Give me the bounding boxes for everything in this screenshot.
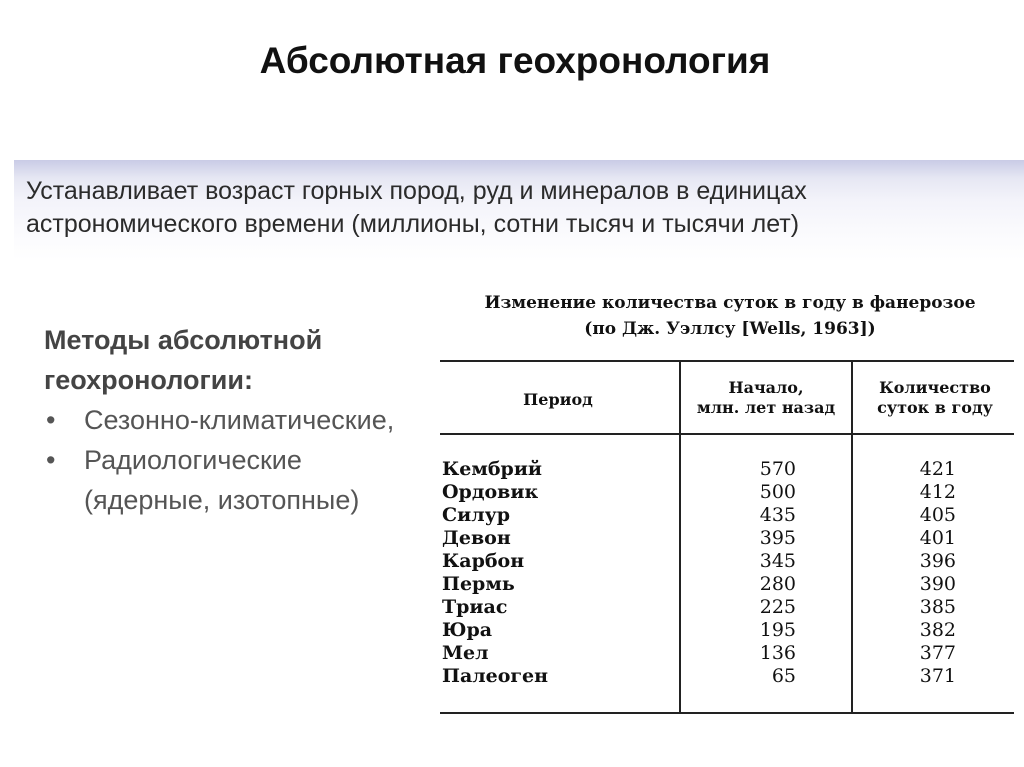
cell-start: 195 (759, 619, 796, 641)
cell-days: 377 (919, 642, 956, 664)
table-rule-header (440, 433, 1014, 435)
method-item-seasonal (44, 400, 434, 440)
cell-period: Пермь (442, 573, 515, 595)
cell-days: 371 (919, 665, 956, 687)
header-days (854, 378, 1016, 418)
cell-period: Силур (442, 504, 511, 526)
table-row (438, 596, 1018, 619)
header-days-line1: Количество (879, 378, 991, 397)
methods-heading: Методы абсолютной геохронологии: (44, 325, 323, 395)
cell-period: Карбон (442, 550, 525, 572)
table-row (438, 550, 1018, 573)
method-item-radiological (44, 440, 434, 520)
cell-days: 390 (919, 573, 956, 595)
cell-days: 396 (919, 550, 956, 572)
header-start-line2: млн. лет назад (696, 398, 836, 417)
cell-period: Кембрий (442, 458, 543, 480)
table-caption (442, 290, 1018, 342)
method-item-label: Радиологические (ядерные, изотопные) (84, 445, 360, 515)
cell-days: 405 (919, 504, 956, 526)
methods-block (44, 320, 434, 520)
header-days-line2: суток в году (877, 398, 993, 417)
method-item-label: Сезонно-климатические, (84, 405, 395, 435)
cell-period: Юра (442, 619, 493, 641)
table-row (438, 458, 1018, 481)
table-caption-line2: (по Дж. Уэллсу [Wells, 1963]) (584, 319, 876, 339)
cell-start: 500 (759, 481, 796, 503)
phanerozoic-days-table (438, 290, 1018, 687)
cell-start: 65 (771, 665, 796, 687)
header-start-line1: Начало, (728, 378, 804, 397)
cell-start: 136 (759, 642, 796, 664)
intro-text: Устанавливает возраст горных пород, руд и минералов в единицах астрономического времени (миллионы, сотни тысяч и тысячи лет) (26, 177, 807, 238)
cell-period: Ордовик (442, 481, 539, 503)
cell-period: Девон (442, 527, 511, 549)
cell-days: 385 (919, 596, 956, 618)
cell-start: 435 (759, 504, 796, 526)
slide-title: Абсолютная геохронология (259, 40, 771, 81)
table-rule-top (440, 360, 1014, 362)
table-row (438, 527, 1018, 550)
bullet-icon: • (46, 445, 56, 475)
table-caption-line1: Изменение количества суток в году в фанерозое (484, 293, 976, 313)
cell-period: Мел (442, 642, 489, 664)
table-row (438, 504, 1018, 527)
table-row (438, 642, 1018, 665)
cell-start: 345 (759, 550, 796, 572)
bullet-icon: • (46, 405, 56, 435)
cell-start: 570 (759, 458, 796, 480)
methods-list (44, 400, 434, 520)
cell-start: 280 (759, 573, 796, 595)
table-row (438, 619, 1018, 642)
table-row (438, 665, 1018, 688)
cell-days: 382 (919, 619, 956, 641)
header-period: Период (523, 390, 593, 409)
table-row (438, 481, 1018, 504)
table-row (438, 573, 1018, 596)
table-rule-bottom (440, 712, 1014, 714)
cell-period: Триас (442, 596, 508, 618)
table-body (438, 458, 1018, 688)
cell-period: Палеоген (442, 665, 549, 687)
cell-days: 401 (919, 527, 956, 549)
cell-start: 395 (759, 527, 796, 549)
cell-days: 412 (919, 481, 956, 503)
header-start (682, 378, 850, 418)
cell-start: 225 (759, 596, 796, 618)
cell-days: 421 (919, 458, 956, 480)
